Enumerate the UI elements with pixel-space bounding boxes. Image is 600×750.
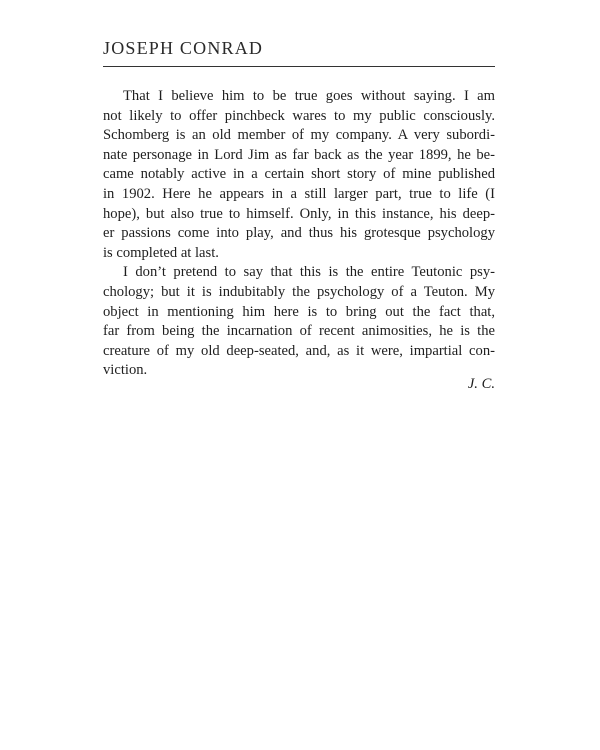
signature: J. C. (467, 376, 495, 392)
paragraph-line: creature of my old deep-seated, and, as it were, impartial con- (103, 342, 495, 359)
paragraph-line: far from being the incarnation of recent animosities, he is the (103, 323, 495, 340)
paragraph-line: in 1902. Here he appears in a still larger part, true to life (I (103, 185, 495, 202)
paragraph-line: came notably active in a certain short story of mine published (103, 166, 495, 183)
running-head: JOSEPH CONRAD (103, 38, 264, 58)
paragraph-line: I don’t pretend to say that this is the entire Teutonic psy- (123, 264, 495, 281)
paragraph-line: not likely to offer pinchbeck wares to my public consciously. (103, 107, 495, 124)
paragraph-line: viction. (103, 362, 148, 379)
paragraph-line: That I believe him to be true goes without saying. I am (123, 88, 495, 104)
paragraph-line: object in mentioning him here is to bring out the fact that, (103, 303, 495, 320)
header-rule (103, 66, 495, 67)
body-text (103, 87, 495, 381)
paragraph-line: Schomberg is an old member of my company. A very subordi- (103, 127, 495, 144)
paragraph-line: hope), but also true to himself. Only, in this instance, his deep- (103, 205, 495, 222)
paragraph-line: is completed at last. (103, 244, 219, 261)
paragraph-line: chology; but it is indubitably the psychology of a Teuton. My (103, 283, 495, 300)
paragraph-line: er passions come into play, and thus his grotesque psychology (103, 225, 495, 242)
paragraph-line: nate personage in Lord Jim as far back as the year 1899, he be- (103, 146, 495, 163)
